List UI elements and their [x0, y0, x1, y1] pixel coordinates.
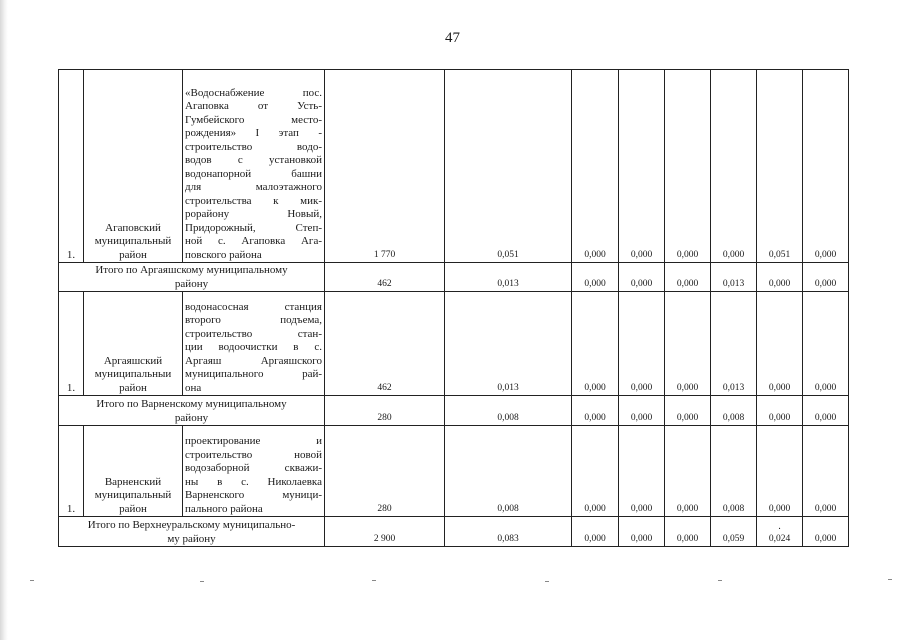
cell-value: 0,013 — [445, 263, 572, 292]
total-label-line1: Итого по Варненскому муниципальному — [96, 398, 287, 410]
total-row — [59, 263, 849, 292]
description-line: муниципального рай- — [185, 368, 322, 380]
description-line: для малоэтажного — [185, 181, 322, 193]
cell-value: 0,008 — [711, 396, 757, 426]
district-name: Агаповский муниципальный район — [84, 70, 183, 263]
cell-value: 462 — [325, 263, 445, 292]
description-line: водозаборной скважи- — [185, 462, 322, 474]
description-line: Аргаяш Аргаяшского — [185, 354, 322, 367]
cell-value: 0,000 — [572, 263, 619, 292]
description-line: рождения» I этап - — [185, 127, 322, 139]
table-row — [59, 426, 849, 517]
cell-value: 0,000 — [572, 426, 619, 517]
description-line: Агаповка от Усть- — [185, 100, 322, 112]
cell-value: 0,000 — [665, 70, 711, 263]
cell-value: 0,000 — [665, 426, 711, 517]
cell-value: 0,000 — [619, 426, 665, 517]
cell-value: 0,000 — [572, 70, 619, 263]
total-label — [59, 396, 325, 426]
description-line: строительство стан- — [185, 327, 322, 340]
cell-value: 0,000 — [711, 70, 757, 263]
description-line: водонасосная станция — [185, 300, 322, 313]
cell-value: 0,000 — [757, 292, 803, 396]
table-row — [59, 292, 849, 396]
project-description — [183, 292, 325, 396]
description-line: строительство новой — [185, 448, 322, 461]
cell-value: 0,059 — [711, 517, 757, 547]
description-line: «Водоснабжение пос. — [185, 86, 322, 99]
cell-value: 0,000 — [803, 292, 849, 396]
cell-value: 280 — [325, 426, 445, 517]
cell-value: 0,000 — [757, 263, 803, 292]
table-row — [59, 70, 849, 263]
cell-value — [757, 517, 803, 547]
total-row — [59, 396, 849, 426]
cell-value: 0,083 — [445, 517, 572, 547]
description-line: второго подъема, — [185, 314, 322, 326]
cell-value: 1 770 — [325, 70, 445, 263]
description-line: она — [185, 381, 202, 394]
description-line: Придорожный, Степ- — [185, 221, 322, 234]
description-line: пального района — [185, 502, 263, 515]
description-line: рорайону Новый, — [185, 208, 322, 220]
cell-value: 0,051 — [445, 70, 572, 263]
cell-value: 280 — [325, 396, 445, 426]
cell-value: 0,008 — [445, 396, 572, 426]
total-label-line2: району — [174, 278, 209, 290]
scan-noise — [0, 576, 905, 586]
scan-speck — [888, 579, 892, 580]
total-label-line2: району — [174, 412, 209, 424]
cell-value: 0,000 — [572, 292, 619, 396]
row-index: 1. — [59, 70, 84, 263]
cell-value: 0,000 — [803, 426, 849, 517]
description-line: проектирование и — [185, 435, 322, 447]
scan-speck: · — [777, 523, 782, 535]
total-row — [59, 517, 849, 547]
row-index: 1. — [59, 426, 84, 517]
cell-value: 0,008 — [445, 426, 572, 517]
total-label-line1: Итого по Верхнеуральскому муниципально- — [87, 519, 296, 531]
cell-value: 0,051 — [757, 70, 803, 263]
cell-value: 0,000 — [572, 396, 619, 426]
scan-edge — [0, 0, 8, 640]
cell-value: 0,000 — [619, 263, 665, 292]
project-description — [183, 70, 325, 263]
page-number: 47 — [445, 30, 460, 46]
description-line: строительства к мик- — [185, 194, 322, 207]
cell-value: 0,000 — [757, 396, 803, 426]
description-line: ны в с. Николаевка — [185, 475, 322, 488]
project-description — [183, 426, 325, 517]
scan-speck — [545, 581, 549, 582]
total-label-line2: му району — [167, 533, 216, 545]
district-name: Варненский муниципальный район — [84, 426, 183, 517]
data-table — [58, 69, 849, 547]
cell-value: 0,000 — [619, 517, 665, 547]
cell-value: 0,013 — [711, 263, 757, 292]
row-index: 1. — [59, 292, 84, 396]
scan-speck — [372, 580, 376, 581]
description-line: Гумбейского место- — [185, 113, 322, 126]
cell-value: 0,008 — [711, 426, 757, 517]
scan-speck — [30, 580, 34, 581]
description-line: водов с установкой — [185, 154, 322, 166]
cell-value: 0,000 — [572, 517, 619, 547]
scan-speck — [718, 580, 722, 581]
description-line: ной с. Агаповка Ага- — [185, 235, 322, 247]
cell-value: 0,000 — [757, 426, 803, 517]
cell-value: 0,000 — [619, 70, 665, 263]
district-name: Аргаяшский муниципальныи район — [84, 292, 183, 396]
cell-value: 0,000 — [619, 292, 665, 396]
scan-speck — [200, 581, 204, 582]
description-line: Варненского муници- — [185, 489, 322, 501]
cell-value: 0,000 — [803, 396, 849, 426]
cell-value: 0,000 — [803, 263, 849, 292]
total-label — [59, 263, 325, 292]
cell-value-text: 0,024 — [768, 533, 791, 544]
total-label — [59, 517, 325, 547]
description-line: водонапорной башни — [185, 167, 322, 180]
cell-value: 462 — [325, 292, 445, 396]
cell-value: 0,000 — [619, 396, 665, 426]
description-line: строительство водо- — [185, 140, 322, 153]
cell-value: 0,013 — [711, 292, 757, 396]
cell-value: 0,000 — [803, 70, 849, 263]
cell-value: 2 900 — [325, 517, 445, 547]
cell-value: 0,000 — [803, 517, 849, 547]
description-line: ции водоочистки в с. — [185, 341, 322, 353]
cell-value: 0,000 — [665, 396, 711, 426]
cell-value: 0,000 — [665, 263, 711, 292]
cell-value: 0,013 — [445, 292, 572, 396]
total-label-line1: Итого по Аргаяшскому муниципальному — [95, 264, 288, 276]
cell-value: 0,000 — [665, 292, 711, 396]
cell-value: 0,000 — [665, 517, 711, 547]
description-line: повского района — [185, 248, 262, 261]
